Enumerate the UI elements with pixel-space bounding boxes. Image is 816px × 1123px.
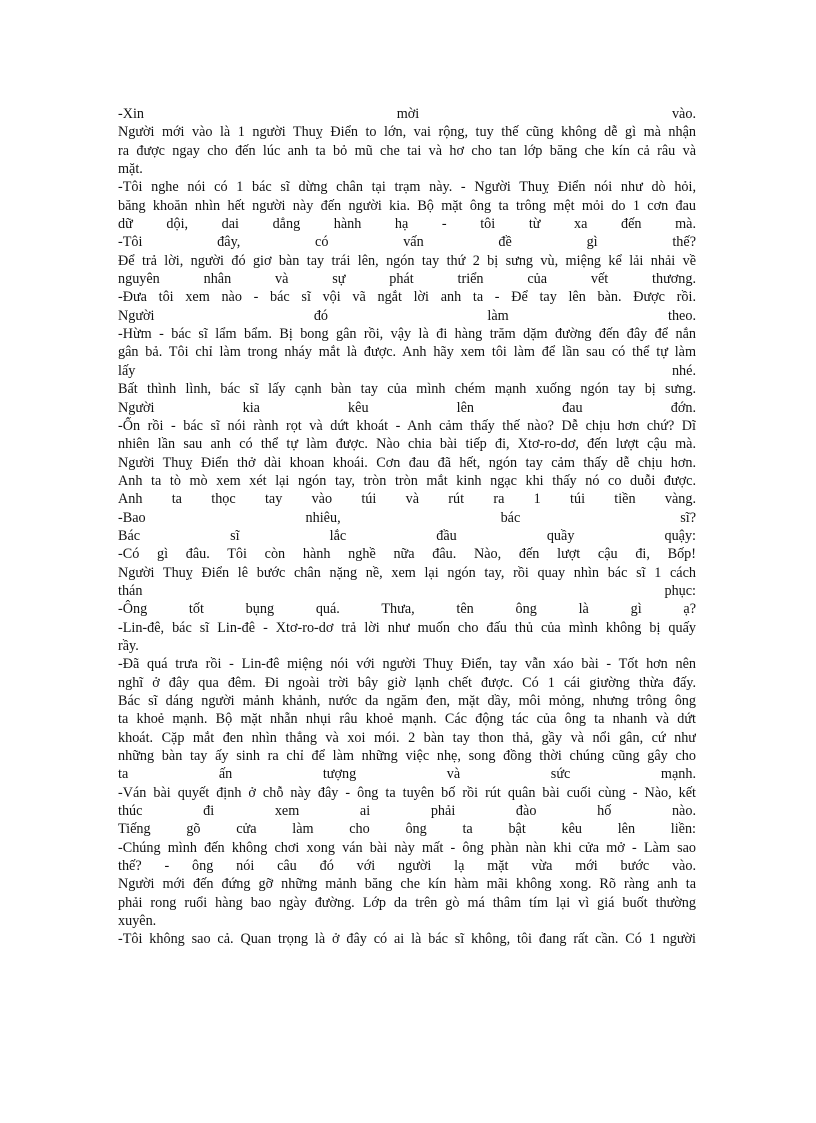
text-line: ra được ngay cho đến lúc anh ta bỏ mũ che tai và hơ cho tan lớp băng che kín cả râu và: [118, 142, 696, 159]
text-line: Anh ta thọc tay vào túi và rút ra 1 túi tiền vàng.: [118, 491, 696, 508]
text-line: mặt.: [118, 161, 143, 178]
text-line: Người mới vào là 1 người Thuỵ Điển to lớn, vai rộng, tuy thế cũng không dễ gì mà nhận: [118, 124, 696, 141]
text-line: gân bả. Tôi chỉ làm trong nháy mắt là được. Anh hãy xem tôi làm để lần sau có thể tự làm: [118, 344, 696, 361]
text-line: Bác sĩ lắc đầu quầy quậy:: [118, 527, 696, 544]
text-line: những bàn tay ấy sinh ra chỉ để làm những việc nhẹ, song đồng thời chúng cũng gây cho: [118, 748, 696, 765]
text-line: Bác sĩ dáng người mảnh khảnh, nước da ngăm đen, mặt dầy, môi mỏng, nhưng trông ông: [118, 693, 696, 709]
text-line: -Có gì đâu. Tôi còn hành nghề nữa đâu. Nào, đến lượt cậu đi, Bốp!: [118, 546, 696, 563]
text-line: Bất thình lình, bác sĩ lấy cạnh bàn tay của mình chém mạnh xuống ngón tay bị sưng.: [118, 381, 696, 398]
text-line: ta ấn tượng và sức mạnh.: [118, 766, 696, 783]
text-line: dữ dội, dai dẳng hành hạ - tôi từ xa đến mà.: [118, 216, 696, 233]
text-line: rầy.: [118, 637, 139, 654]
text-line: nguyên nhân và sự phát triển của vết thương.: [118, 271, 696, 288]
text-line: -Chúng mình đến không chơi xong ván bài này mất - ông phàn nàn khi cửa mở - Làm sao: [118, 839, 696, 856]
text-line: thán phục:: [118, 582, 696, 599]
text-line: lấy nhé.: [118, 362, 696, 379]
text-line: băng khoăn nhìn hết người này đến người kia. Bộ mặt ông ta trông mệt mỏi do 1 cơn đau: [118, 197, 696, 214]
text-line: thế? - ông nói câu đó với người lạ mặt vừa mới bước vào.: [118, 858, 696, 875]
text-line: -Ông tốt bụng quá. Thưa, tên ông là gì ạ?: [118, 601, 696, 618]
text-line: Anh ta tò mò xem xét lại ngón tay, tròn tròn mắt kinh ngạc khi thấy nó co duỗi được.: [118, 472, 696, 489]
text-line: -Ván bài quyết định ở chỗ này đây - ông ta tuyên bố rồi rút quân bài cuối cùng - Nào, kết: [118, 784, 696, 801]
text-line: nghĩ ở đây qua đêm. Đi ngoài trời bây giờ lạnh chết được. Có 1 cái giường thừa đấy.: [118, 674, 696, 691]
text-line: xuyên.: [118, 913, 157, 930]
text-line: -Tôi nghe nói có 1 bác sĩ dừng chân tại trạm này. - Người Thuỵ Điển nói như dò hỏi,: [118, 179, 696, 196]
text-line: ta khoẻ mạnh. Bộ mặt nhẵn nhụi râu khoẻ mạnh. Các động tác của ông ta nhanh và dứt: [118, 711, 696, 728]
text-line: -Đã quá trưa rồi - Lin-đê miệng nói với người Thuỵ Điển, tay vẫn xáo bài - Tốt hơn nên: [118, 656, 696, 673]
text-line: -Tôi đây, có vấn đề gì thế?: [118, 234, 696, 251]
text-line: Người đó làm theo.: [118, 307, 696, 324]
text-line: Người kia kêu lên đau đớn.: [118, 399, 696, 416]
text-line: khoát. Cặp mắt đen nhìn thẳng và xoi mói. 2 bàn tay thon thả, gầy và nổi gân, cứ như: [118, 729, 696, 746]
text-line: Người Thuỵ Điển thở dài khoan khoái. Cơn đau đã hết, ngón tay cảm thấy dễ chịu hơn.: [118, 454, 696, 471]
text-line: Để trả lời, người đó giơ bàn tay trái lên, ngón tay thứ 2 bị sưng vù, miệng kể lải nhải về: [118, 252, 696, 269]
text-line: Người mới đến đứng gỡ những mảnh băng che kín hàm mãi không xong. Rõ ràng anh ta: [118, 876, 696, 893]
text-line: -Hừm - bác sĩ lẩm bẩm. Bị bong gân rồi, vậy là đi hàng trăm dặm đường đến đây để nắn: [118, 326, 696, 343]
text-line: Tiếng gõ cửa làm cho ông ta bật kêu lên liền:: [118, 821, 696, 838]
text-line: -Bao nhiêu, bác sĩ?: [118, 509, 696, 526]
document-page: [118, 105, 696, 949]
text-line: phải rong ruổi hàng bao ngày đường. Lớp da trên gò má thâm tím lại vì giá buốt thường: [118, 894, 696, 911]
text-line: -Tôi không sao cả. Quan trọng là ở đây có ai là bác sĩ không, tôi đang rất cần. Có 1 người: [118, 931, 696, 948]
text-line: -Ổn rồi - bác sĩ nói rành rọt và dứt khoát - Anh cảm thấy thế nào? Dễ chịu hơn chứ? Dĩ: [118, 417, 696, 434]
text-line: nhiên lần sau anh có thể tự làm được. Nào chia bài tiếp đi, Xtơ-ro-dơ, đến lượt cậu mà.: [118, 436, 696, 453]
text-line: Người Thuỵ Điển lê bước chân nặng nề, xem lại ngón tay, rồi quay nhìn bác sĩ 1 cách: [118, 564, 696, 581]
text-line: -Xin mời vào.: [118, 106, 696, 122]
text-line: -Đưa tôi xem nào - bác sĩ vội vã ngắt lời anh ta - Để tay lên bàn. Được rồi.: [118, 289, 696, 306]
text-line: thúc đi xem ai phải đào hố nào.: [118, 803, 696, 820]
text-line: -Lin-đê, bác sĩ Lin-đê - Xtơ-ro-dơ trả lời như muốn cho đấu thủ của mình không bị quấy: [118, 619, 696, 636]
